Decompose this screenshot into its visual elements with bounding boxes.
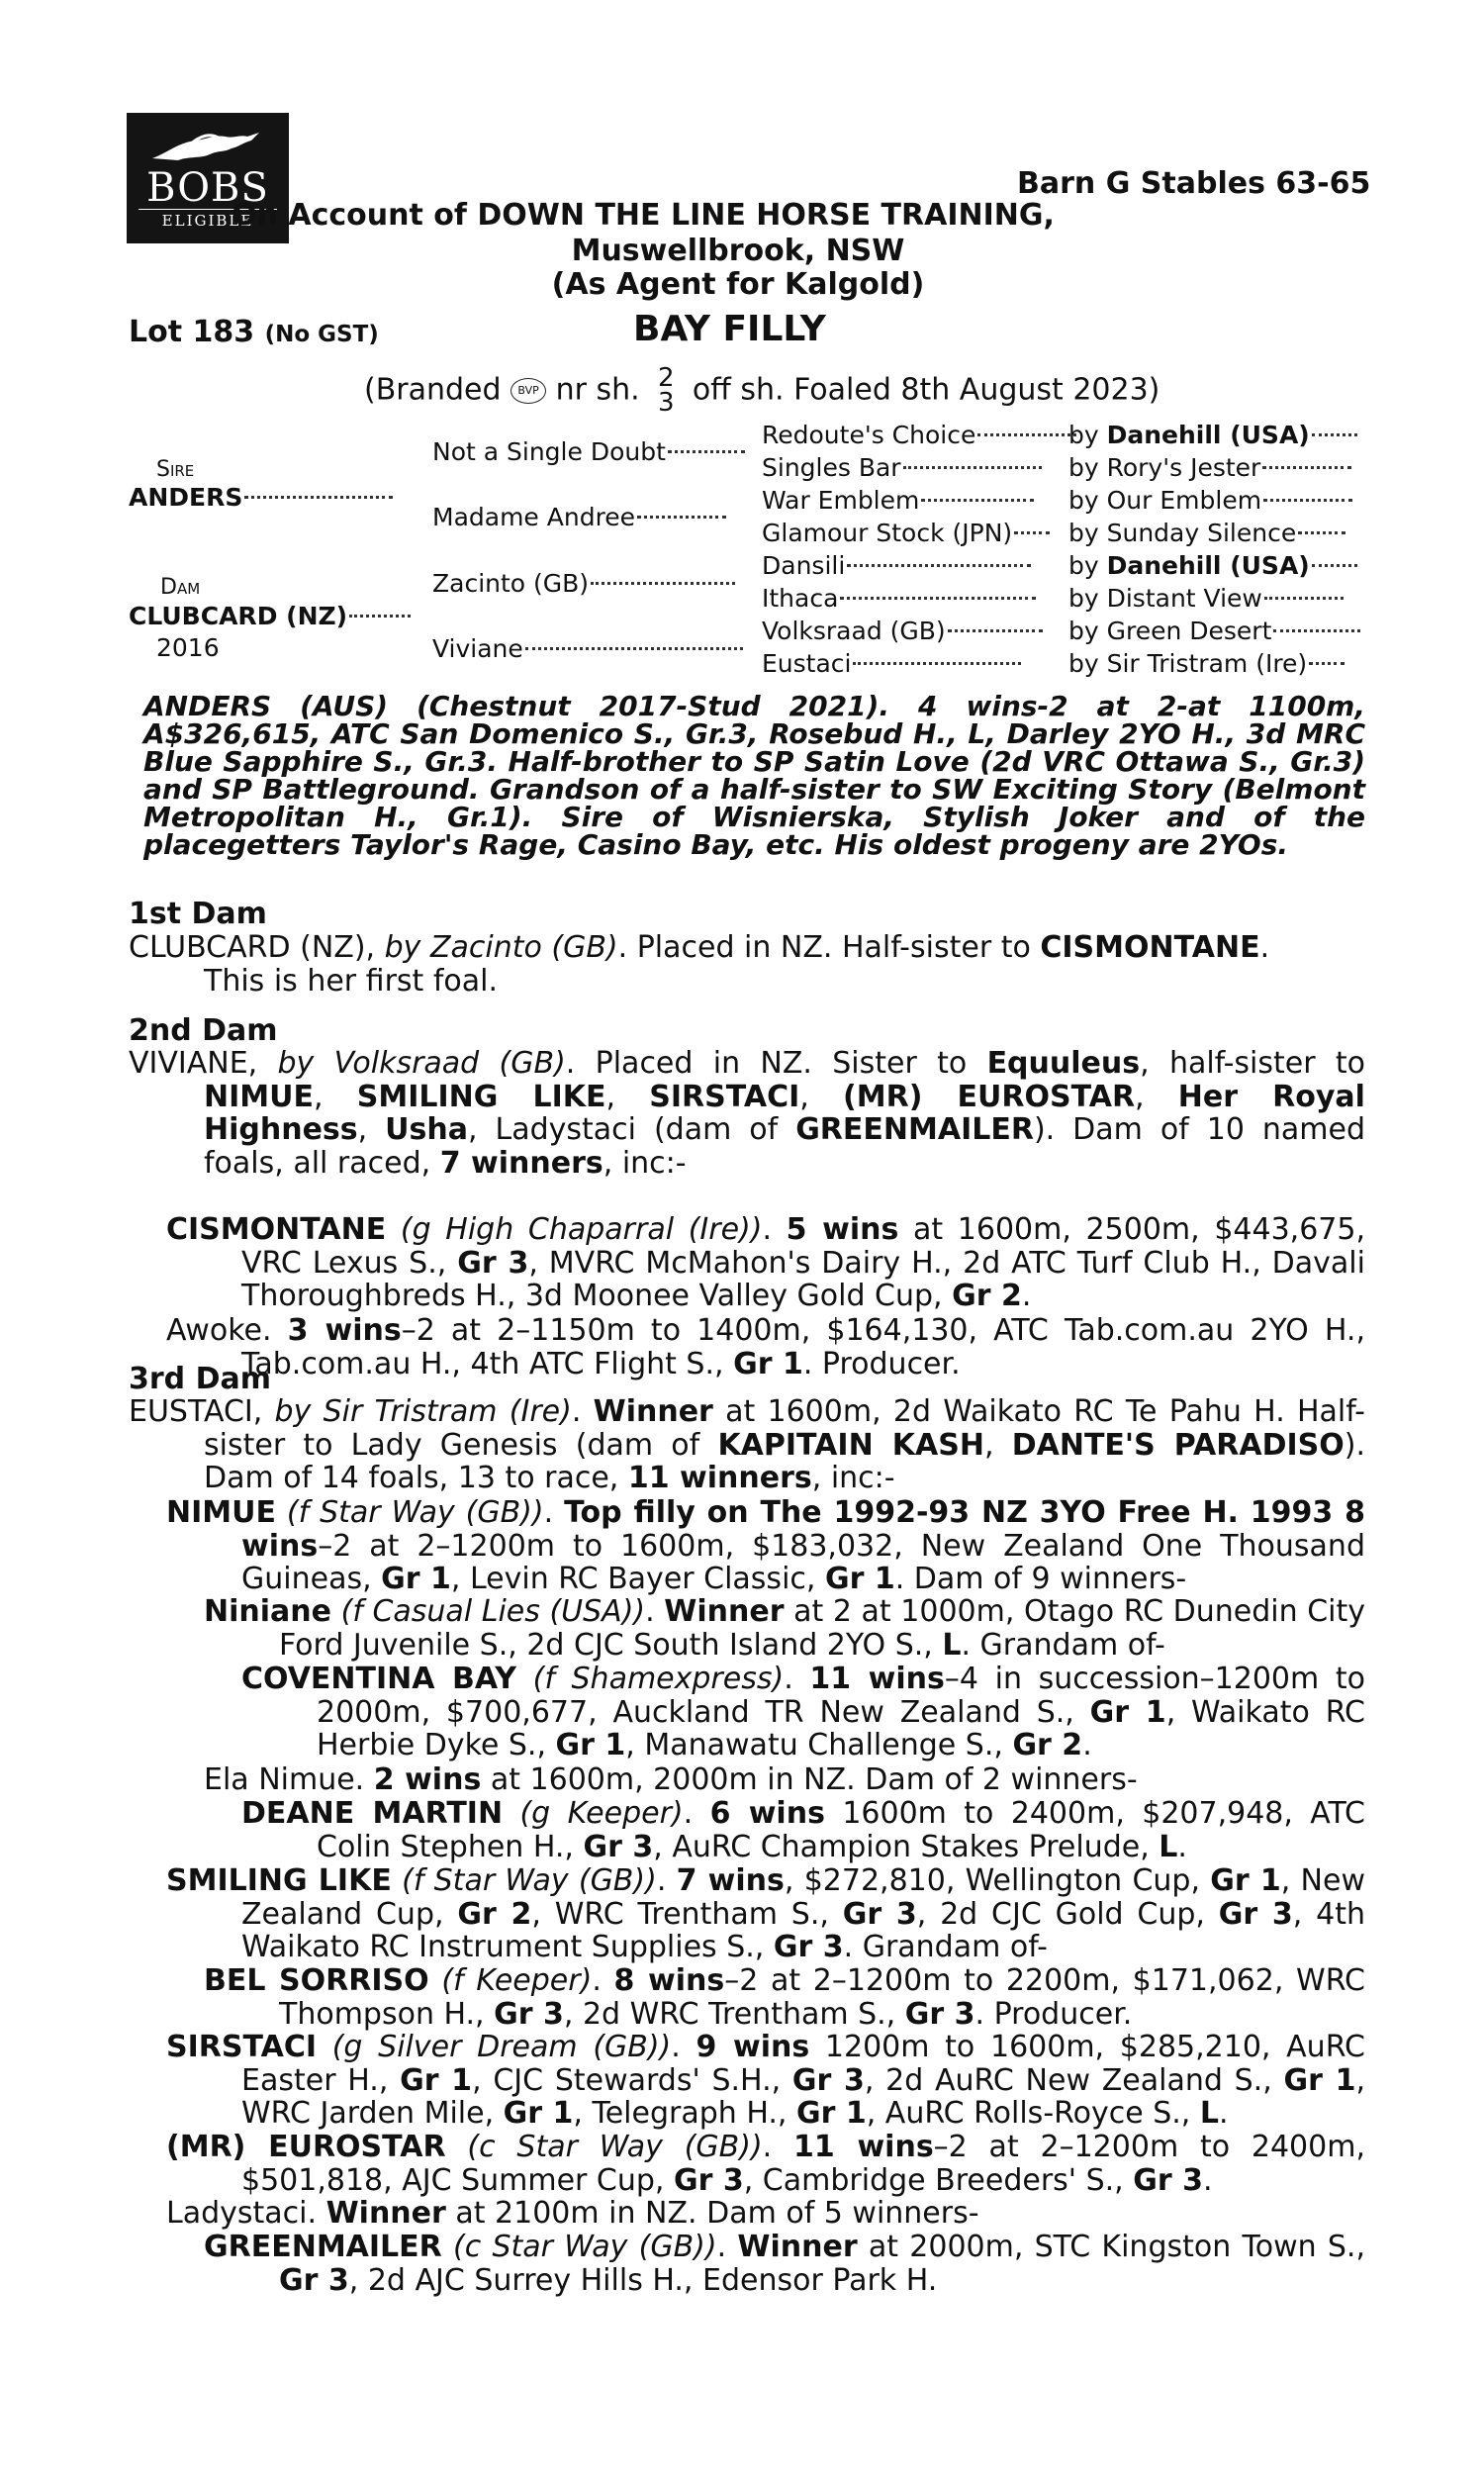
bold-text: Gr 1 (824, 1562, 895, 1596)
bold-text: 8 wins (613, 1963, 725, 1998)
italic-text: (f Casual Lies (USA)) (340, 1594, 646, 1629)
gen3-row: Glamour Stock (JPN) (762, 519, 1050, 547)
bold-text: Gr 3 (904, 1996, 975, 2032)
text-run: , (357, 1112, 386, 1147)
text-run: . Producer. (802, 1346, 961, 1381)
first-dam-heading: 1st Dam (129, 897, 267, 931)
text-run: 1600m to 2400m, $207,948, ATC Colin Stephen H., (317, 1796, 1366, 1864)
sire-label: Sire (156, 457, 195, 482)
progeny-entry (166, 1213, 1365, 1313)
italic-text: (f Star Way (GB)) (402, 1863, 657, 1898)
text-run: . (683, 1796, 710, 1831)
bold-text: BEL SORRISO (204, 1963, 429, 1998)
bold-text: 2 wins (373, 1762, 482, 1797)
bold-text: Gr 2 (1012, 1728, 1083, 1762)
text-run: . (762, 2130, 793, 2164)
bold-text: Gr 1 (1210, 1863, 1281, 1898)
text-run (446, 2130, 468, 2164)
text-run: at 2100m in NZ. Dam of 5 winners- (445, 2196, 979, 2231)
bold-text: 11 wins (793, 2130, 934, 2164)
text-run: , Ladystaci (dam of (467, 1112, 796, 1147)
bold-text: Gr 3 (1218, 1896, 1293, 1932)
bold-text: Winner (737, 2230, 858, 2264)
gen3-row: Singles Bar (762, 453, 1042, 482)
gen3-row: Dansili (762, 551, 1031, 580)
text-run: , WRC Jarden Mile, (241, 2062, 1365, 2131)
bold-text: SMILING LIKE (356, 1079, 606, 1114)
text-run (317, 2030, 332, 2064)
second-dam-intro-line1 (129, 1047, 1365, 1081)
bold-text: Gr 1 (400, 2062, 473, 2098)
text-run (386, 1212, 401, 1247)
bold-text: L (1199, 2096, 1220, 2131)
text-run: , AuRC Champion Stakes Prelude, (653, 1829, 1159, 1864)
progeny-entry (241, 1797, 1365, 1863)
progeny-entry (166, 2197, 1365, 2231)
text-run: , Manawatu Challenge S., (625, 1728, 1013, 1762)
text-run: . (1082, 1728, 1092, 1762)
gen3-row-by: by Sir Tristram (Ire) (1068, 649, 1345, 678)
text-run: , inc:- (603, 1145, 687, 1181)
vendor-line-3: (As Agent for Kalgold) (551, 267, 925, 302)
bold-text: Gr 3 (1133, 2162, 1203, 2198)
bold-text: (MR) EUROSTAR (843, 1079, 1136, 1114)
bold-text: Top filly on The 1992-93 NZ 3YO Free H. 1993 8 wins (241, 1495, 1365, 1564)
text-run: , Telegraph H., (573, 2096, 796, 2131)
bold-text: Gr 3 (791, 2062, 865, 2098)
brand-line: (Branded BVP nr sh. 2 3 off sh. Foaled 8th August 2023) (364, 363, 1160, 418)
text-run: , Cambridge Breeders' S., (743, 2162, 1134, 2198)
text-run: –2 at 2–1200m to 2400m, $501,818, AJC Summer Cup, (241, 2130, 1365, 2198)
text-run (516, 1662, 533, 1696)
italic-text: by Volksraad (GB) (277, 1046, 566, 1081)
bold-text: NIMUE (166, 1495, 276, 1530)
text-run: ). Dam of 14 foals, 13 to race, (204, 1427, 1366, 1495)
bold-text: COVENTINA BAY (241, 1662, 516, 1696)
bold-text: Usha (385, 1112, 468, 1147)
progeny-entry (166, 2131, 1365, 2197)
bold-text: Gr 3 (773, 1930, 844, 1964)
dam-foaled-year: 2016 (156, 633, 220, 662)
dam-label: Dam (160, 575, 201, 600)
text-run: VIVIANE, (129, 1046, 278, 1081)
bold-text: 7 wins (676, 1863, 785, 1898)
text-run: . Producer. (974, 1996, 1133, 2032)
text-run (429, 1963, 442, 1998)
italic-text: (c Star Way (GB)) (467, 2130, 763, 2164)
text-run: , AuRC Rolls-Royce S., (866, 2096, 1200, 2131)
text-run: , (1135, 1079, 1178, 1114)
bold-text: NIMUE (204, 1079, 314, 1114)
bold-text: SIRSTACI (166, 2030, 318, 2064)
gen2-sire-dam: Madame Andree (432, 503, 726, 531)
gen3-row-by: by Danehill (USA) (1068, 421, 1357, 449)
gen3-row: War Emblem (762, 486, 1034, 515)
bold-text: Winner (325, 2196, 446, 2231)
text-run: Awoke. (166, 1313, 288, 1348)
bold-text: GREENMAILER (795, 1112, 1034, 1147)
gen3-row: Redoute's Choice (762, 421, 1076, 449)
first-dam-foals: This is her first foal. (204, 964, 499, 999)
text-run: . (762, 1212, 787, 1247)
bold-text: Winner (593, 1394, 713, 1429)
progeny-entry (166, 1314, 1365, 1380)
text-run: , Waikato RC Herbie Dyke S., (317, 1694, 1365, 1762)
text-run (442, 2230, 453, 2264)
text-run: . Grandam of- (961, 1627, 1165, 1663)
bold-text: 11 wins (809, 1662, 945, 1696)
text-run: Ladystaci. (166, 2196, 326, 2231)
sire-name: ANDERS (129, 483, 393, 512)
text-run: . Dam of 9 winners- (894, 1562, 1187, 1596)
progeny-entry (204, 1763, 1365, 1797)
bold-text: 9 wins (696, 2030, 810, 2064)
gen3-row-by: by Danehill (USA) (1068, 551, 1357, 580)
text-run: . (645, 1594, 665, 1629)
bold-text: 5 wins (786, 1212, 899, 1247)
text-run: –2 at 2–1200m to 2200m, $171,062, WRC Thompson H., (279, 1963, 1365, 2032)
text-run: –2 at 2–1150m to 1400m, $164,130, ATC Tab.com.au 2YO H., Tab.com.au H., 4th ATC Flight S., (241, 1313, 1366, 1381)
text-run: , MVRC McMahon's Dairy H., 2d ATC Turf Club H., Davali Thoroughbreds H., 3d Moonee Valley Gold Cup, (241, 1245, 1365, 1313)
bold-text: Winner (664, 1594, 785, 1629)
text-run: at 2 at 1000m, Otago RC Dunedin City Ford Juvenile S., 2d CJC South Island 2YO S., (279, 1594, 1365, 1663)
text-run: at 1600m, 2d Waikato RC Te Pahu H. Half-sister to Lady Genesis (dam of (204, 1394, 1365, 1463)
italic-text: (c Star Way (GB)) (453, 2230, 717, 2264)
text-run: 1200m to 1600m, $285,210, AuRC Easter H., (241, 2030, 1365, 2098)
bold-text: Gr 1 (1283, 2062, 1356, 2098)
text-run: , Levin RC Bayer Classic, (450, 1562, 825, 1596)
logo-bobs-text: BOBS (146, 165, 269, 211)
text-run: . Placed in NZ. Sister to (565, 1046, 987, 1081)
bold-text: 11 winners (627, 1461, 812, 1495)
third-dam-heading: 3rd Dam (129, 1362, 271, 1396)
text-run: , (799, 1079, 844, 1114)
text-run: , 2d AJC Surrey Hills H., Edensor Park H. (348, 2262, 938, 2298)
text-run: , (313, 1079, 357, 1114)
bold-text: Gr 3 (583, 1829, 654, 1864)
text-run: EUSTACI, (129, 1394, 275, 1429)
lot-title: BAY FILLY (633, 309, 826, 349)
bold-text: Her Royal Highness (204, 1079, 1365, 1147)
text-run (392, 1863, 402, 1898)
text-run: . (1202, 2162, 1213, 2198)
text-run: , WRC Trentham S., (531, 1896, 843, 1932)
text-run: –2 at 2–1200m to 1600m, $183,032, New Zealand One Thousand Guineas, (241, 1528, 1365, 1596)
bold-text: GREENMAILER (204, 2230, 442, 2264)
italic-text: by Sir Tristram (Ire) (274, 1394, 572, 1429)
bold-text: 6 wins (709, 1796, 825, 1831)
first-dam-line: CLUBCARD (NZ), by Zacinto (GB). Placed in NZ. Half-sister to CISMONTANE. (129, 930, 1270, 965)
bold-text: SIRSTACI (649, 1079, 800, 1114)
text-run: –4 in succession–1200m to 2000m, $700,677, Auckland TR New Zealand S., (317, 1662, 1365, 1730)
text-run (331, 1594, 341, 1629)
second-dam-heading: 2nd Dam (129, 1013, 278, 1048)
bold-text: Niniane (204, 1594, 331, 1629)
italic-text: (f Keeper) (441, 1963, 593, 1998)
text-run: ). Dam of 10 named foals, all raced, (204, 1112, 1365, 1181)
text-run: , (983, 1427, 1012, 1463)
gen3-row-by: by Rory's Jester (1068, 453, 1351, 482)
second-dam-intro (129, 1047, 1365, 1180)
text-run: Ela Nimue. (204, 1762, 374, 1797)
text-run: , 2d AuRC New Zealand S., (864, 2062, 1284, 2098)
gen3-row-by: by Distant View (1068, 584, 1344, 613)
text-run: , inc:- (811, 1461, 895, 1495)
text-run: . (1219, 2096, 1229, 2131)
second-dam-intro-rest (129, 1081, 1365, 1181)
progeny-entry (241, 1663, 1365, 1762)
bold-text: DEANE MARTIN (241, 1796, 504, 1831)
text-run: . (571, 1394, 594, 1429)
bold-text: DANTE'S PARADISO (1011, 1427, 1345, 1463)
bold-text: Gr 1 (1089, 1694, 1166, 1730)
bold-text: (MR) EUROSTAR (166, 2130, 446, 2164)
text-run: . (592, 1963, 614, 1998)
bold-text: L (1159, 1829, 1178, 1864)
dam-name: CLUBCARD (NZ) (129, 602, 411, 630)
text-run: . (1177, 1829, 1187, 1864)
brand-mark-icon: BVP (510, 378, 546, 404)
text-run: , 4th Waikato RC Instrument Supplies S., (241, 1896, 1365, 1964)
text-run: , (605, 1079, 650, 1114)
gen2-dam-dam: Viviane (432, 634, 743, 663)
italic-text: (f Shamexpress) (532, 1662, 785, 1696)
italic-text: (f Star Way (GB)) (286, 1495, 544, 1530)
vendor-line-2: Muswellbrook, NSW (571, 234, 905, 268)
italic-text: (g High Chaparral (Ire)) (400, 1212, 763, 1247)
text-run (276, 1495, 287, 1530)
text-run: . (656, 1863, 677, 1898)
bold-text: CISMONTANE (166, 1212, 387, 1247)
text-run: . (543, 1495, 565, 1530)
progeny-entry (166, 1496, 1365, 1596)
text-run: , half-sister to (1140, 1046, 1365, 1081)
bold-text: Gr 1 (795, 2096, 867, 2131)
text-run: , 2d CJC Gold Cup, (916, 1896, 1219, 1932)
lot-number: Lot 183 (No GST) (129, 315, 379, 349)
gen3-row-by: by Sunday Silence (1068, 519, 1345, 547)
text-run: . (716, 2230, 738, 2264)
bold-text: Gr 2 (952, 1279, 1022, 1313)
text-run: , $272,810, Wellington Cup, (784, 1863, 1211, 1898)
text-run: at 1600m, 2500m, $443,675, VRC Lexus S., (241, 1212, 1366, 1281)
progeny-entry (204, 2231, 1365, 2297)
bold-text: Equuleus (986, 1046, 1141, 1081)
text-run: . (1021, 1279, 1032, 1313)
bold-text: L (942, 1627, 962, 1663)
bold-text: KAPITAIN KASH (717, 1427, 984, 1463)
stable-location: Barn G Stables 63-65 (1017, 166, 1371, 201)
bold-text: 7 winners (439, 1145, 603, 1181)
progeny-entry (166, 2031, 1365, 2131)
bold-text: Gr 2 (457, 1896, 532, 1932)
gen3-row: Eustaci (762, 649, 1021, 678)
bold-text: Gr 3 (279, 2262, 349, 2298)
gen3-row-by: by Green Desert (1068, 617, 1360, 645)
gen3-row: Ithaca (762, 584, 1036, 613)
text-run: at 2000m, STC Kingston Town S., (857, 2230, 1365, 2264)
gen3-row: Volksraad (GB) (762, 617, 1043, 645)
text-run: . (671, 2030, 696, 2064)
text-run: . (784, 1662, 810, 1696)
bold-text: Gr 3 (673, 2162, 744, 2198)
italic-text: (g Silver Dream (GB)) (331, 2030, 672, 2064)
gen2-sire-sire: Not a Single Doubt (432, 437, 745, 466)
text-run: , 2d WRC Trentham S., (563, 1996, 905, 2032)
italic-text: (g Keeper) (519, 1796, 684, 1831)
bold-text: Gr 1 (733, 1346, 803, 1381)
third-dam-intro (129, 1395, 1365, 1495)
text-run: , CJC Stewards' S.H., (472, 2062, 792, 2098)
text-run: . Grandam of- (843, 1930, 1048, 1964)
bold-text: Gr 1 (555, 1728, 626, 1762)
progeny-entry (204, 1595, 1365, 1662)
text-run: , New Zealand Cup, (241, 1863, 1365, 1932)
text-run (503, 1796, 519, 1831)
gen3-row-by: by Our Emblem (1068, 486, 1352, 515)
sire-summary: ANDERS (AUS) (Chestnut 2017-Stud 2021). 4 wins-2 at 2-at 1100m, A$326,615, ATC San Domenico S., Gr.3, Rosebud H., L, Darley 2YO H., 3d MRC Blue Sapphire S., Gr.3. Half-brother to SP Satin Love (2d VRC Ottawa S., Gr.3) and SP Battleground. Grandson of a half-sister to SW Exciting Story (Belmont Metropolitan H., Gr.1). Sire of Wisnierska, Stylish Joker and of the placegetters Taylor's Rage, Casino Bay, etc. His oldest progeny are 2YOs. (143, 690, 1365, 861)
progeny-entry (204, 1964, 1365, 2031)
text-run: at 1600m, 2000m in NZ. Dam of 2 winners- (481, 1762, 1138, 1797)
logo-eligible-text: ELIGIBLE (161, 212, 254, 230)
gen2-dam-sire: Zacinto (GB) (432, 569, 735, 598)
racehorse-icon (148, 131, 267, 166)
bold-text: SMILING LIKE (166, 1863, 392, 1898)
bold-text: Gr 1 (381, 1562, 451, 1596)
bold-text: Gr 3 (457, 1245, 529, 1281)
bold-text: 3 wins (287, 1313, 402, 1348)
bold-text: Gr 3 (494, 1996, 564, 2032)
bold-text: Gr 3 (842, 1896, 917, 1932)
progeny-entry (166, 1864, 1365, 1964)
bold-text: Gr 1 (503, 2096, 574, 2131)
vendor-line-1: On Account of DOWN THE LINE HORSE TRAINING, (232, 198, 1055, 233)
